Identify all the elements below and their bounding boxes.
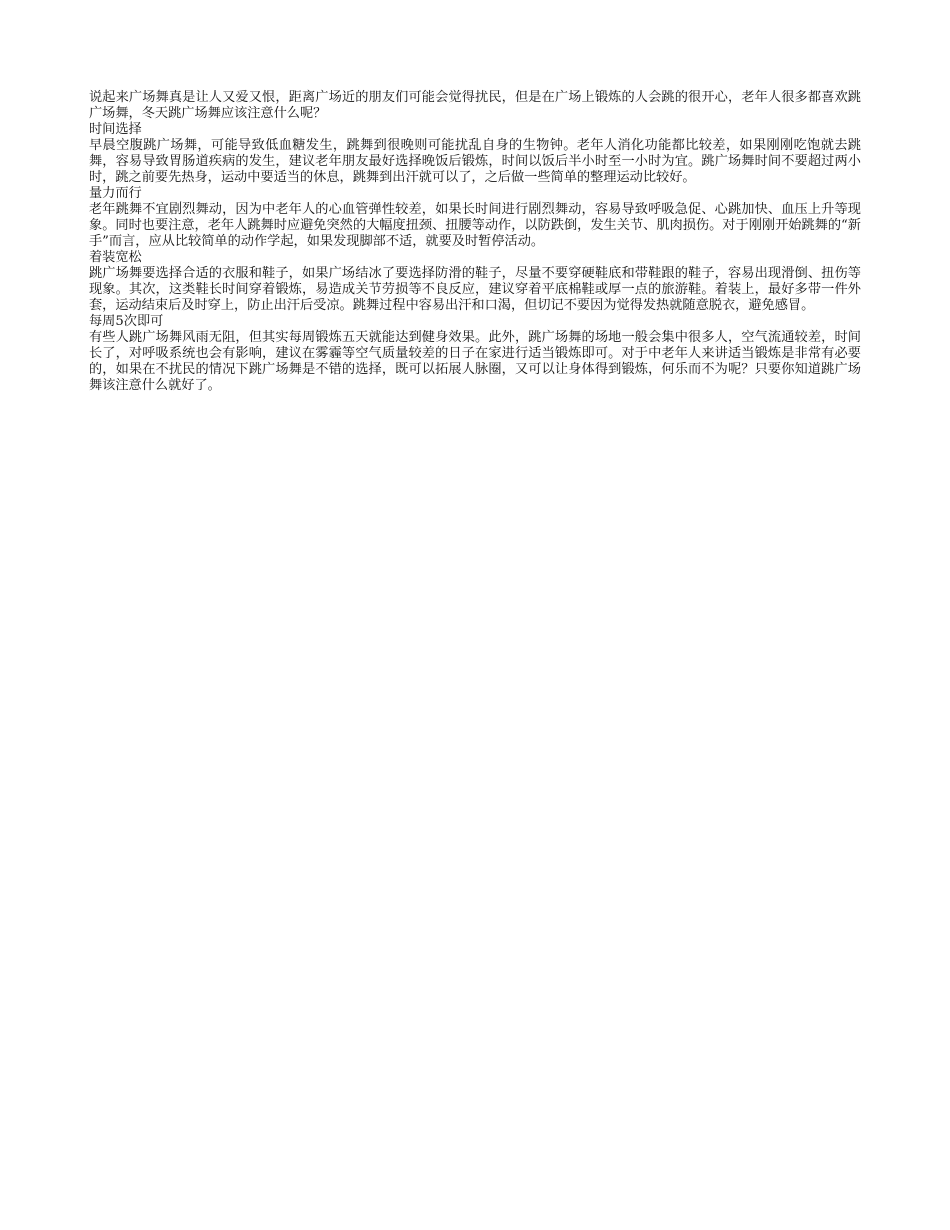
section-body-moderation: 老年跳舞不宜剧烈舞动，因为中老年人的心血管弹性较差，如果长时间进行剧烈舞动，容易导致呼吸急促、心跳加快、血压上升等现象。同时也要注意，老年人跳舞时应避免突然的大幅度扭颈、扭腰等动作，以防跌倒，发生关节、肌肉损伤。对于刚刚开始跳舞的“新手”而言，应从比较简单的动作学起，如果发现脚部不适，就要及时暂停活动。 [89,202,861,249]
section-body-frequency: 有些人跳广场舞风雨无阻，但其实每周锻炼五天就能达到健身效果。此外，跳广场舞的场地一般会集中很多人，空气流通较差，时间长了，对呼吸系统也会有影响，建议在雾霾等空气质量较差的日子在家进行适当锻炼即可。对于中老年人来讲适当锻炼是非常有必要的，如果在不扰民的情况下跳广场舞是不错的选择，既可以拓展人脉圈，又可以让身体得到锻炼，何乐而不为呢？只要你知道跳广场舞该注意什么就好了。 [89,330,861,393]
section-heading-moderation: 量力而行 [89,186,142,201]
section-body-clothing: 跳广场舞要选择合适的衣服和鞋子，如果广场结冰了要选择防滑的鞋子，尽量不要穿硬鞋底和带鞋跟的鞋子，容易出现滑倒、扭伤等现象。其次，这类鞋长时间穿着锻炼，易造成关节劳损等不良反应，建议穿着平底棉鞋或厚一点的旅游鞋。着装上，最好多带一件外套，运动结束后及时穿上，防止出汗后受凉。跳舞过程中容易出汗和口渴，但切记不要因为觉得发热就随意脱衣，避免感冒。 [89,266,861,313]
section-heading-time: 时间选择 [89,122,142,137]
section-heading-frequency: 每周5次即可 [89,314,164,329]
section-body-time: 早晨空腹跳广场舞，可能导致低血糖发生，跳舞到很晚则可能扰乱自身的生物钟。老年人消化功能都比较差，如果刚刚吃饱就去跳舞，容易导致胃肠道疾病的发生，建议老年朋友最好选择晚饭后锻炼，时间以饭后半小时至一小时为宜。跳广场舞时间不要超过两小时，跳之前要先热身，运动中要适当的休息，跳舞到出汗就可以了，之后做一些简单的整理运动比较好。 [89,138,861,185]
intro-paragraph: 说起来广场舞真是让人又爱又恨，距离广场近的朋友们可能会觉得扰民，但是在广场上锻炼的人会跳的很开心，老年人很多都喜欢跳广场舞，冬天跳广场舞应该注意什么呢？ [89,90,861,121]
section-heading-clothing: 着装宽松 [89,250,142,265]
document-page [89,90,861,394]
